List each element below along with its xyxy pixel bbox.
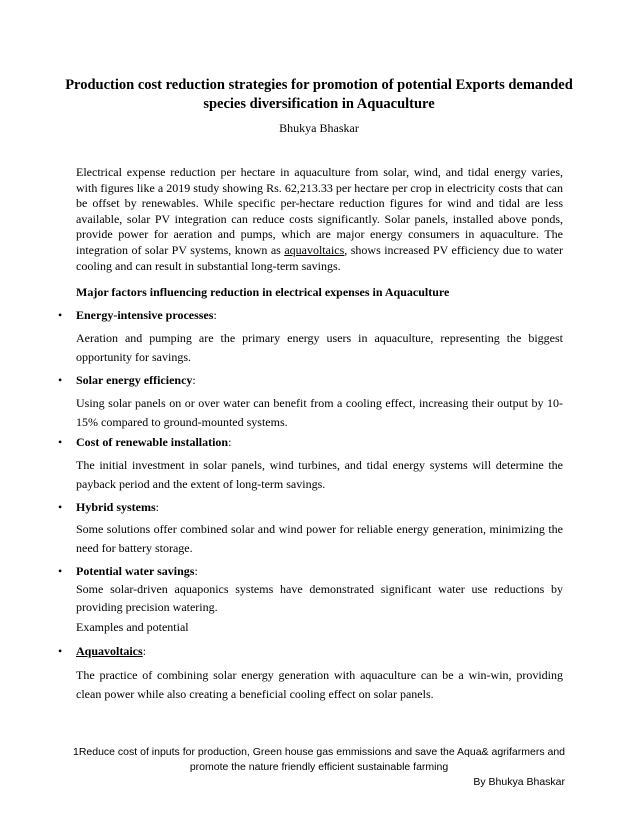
bullet-term-text <box>76 644 563 659</box>
bullet-paragraph: Some solutions offer combined solar and wind power for reliable energy generation, minimizing the need for battery storage. <box>76 522 563 555</box>
bullet-paragraph: Some solar-driven aquaponics systems have demonstrated significant water use reductions by providing precision watering. <box>76 582 563 614</box>
bullet-dot-icon: • <box>58 644 63 658</box>
footer-author: By Bhukya Bhaskar <box>473 776 565 788</box>
bullet-dot-icon: • <box>58 373 63 387</box>
bullet-paragraph: The practice of combining solar energy generation with aquaculture can be a win-win, providing clean power while also creating a beneficial cooling effect on solar panels. <box>76 668 563 701</box>
footer-note: 1Reduce cost of inputs for production, Green house gas emmissions and save the Aqua& agrifarmers and promote the nature friendly efficient sustainable farming <box>72 746 566 773</box>
bullet-term: Potential water savings <box>76 564 195 578</box>
bullet-term-link[interactable]: Aquavoltaics <box>76 644 143 658</box>
bullet-term: Cost of renewable installation <box>76 435 229 449</box>
bullet-term-text <box>76 435 563 450</box>
intro-text-start: Electrical expense reduction per hectare in aquaculture from solar, wind, and tidal energy varies, with figures like a 2019 study showing Rs. 62,213.33 per hectare per crop in electricity costs that can be offset by renewables. While specific per-hectare reduction figures for wind and tidal are less available, solar PV integration can reduce costs significantly. Solar panels, installed above ponds, provide power for aeration and pumps, which are major energy consumers in aquaculture. The integration of solar PV systems, known as <box>76 165 563 257</box>
bullet-colon: : <box>142 644 147 658</box>
bullet-term: Hybrid systems <box>76 500 156 514</box>
bullet-term: Solar energy efficiency <box>76 373 193 387</box>
bullet-term: Energy-intensive processes <box>76 308 214 322</box>
document-title: Production cost reduction strategies for promotion of potential Exports demanded species diversification in Aquaculture <box>65 77 573 112</box>
bullet-term-text <box>76 500 563 515</box>
bullet-paragraph: Using solar panels on or over water can benefit from a cooling effect, increasing their output by 10-15% compared to ground-mounted systems. <box>76 396 563 429</box>
bullet-term-text <box>76 373 563 388</box>
bullet-colon: : <box>155 500 160 514</box>
bullet-paragraph: Aeration and pumping are the primary energy users in aquaculture, representing the biggest opportunity for savings. <box>76 331 563 364</box>
bullet-dot-icon: • <box>58 564 63 578</box>
author-name: Bhukya Bhaskar <box>279 121 359 135</box>
bullet-term-text <box>76 564 563 579</box>
bullet-dot-icon: • <box>58 308 63 322</box>
bullet-colon: : <box>194 564 198 578</box>
bullet-dot-icon: • <box>58 435 63 449</box>
bullet-paragraph: The initial investment in solar panels, wind turbines, and tidal energy systems will determine the payback period and the extent of long-term savings. <box>76 458 563 491</box>
examples-line: Examples and potential <box>76 620 189 634</box>
bullet-dot-icon: • <box>58 500 63 514</box>
aquavoltaics-link[interactable]: aquavoltaics <box>284 242 345 257</box>
bullet-colon: : <box>213 308 217 322</box>
bullet-colon: : <box>228 435 232 449</box>
bullet-term-text <box>76 308 563 323</box>
intro-text-end: , shows increased PV efficiency due to water cooling and can result in substantial long-term savings. <box>76 242 563 273</box>
intro-paragraph <box>76 165 563 274</box>
bullet-colon: : <box>192 373 196 387</box>
section-heading: Major factors influencing reduction in electrical expenses in Aquaculture <box>76 285 450 299</box>
